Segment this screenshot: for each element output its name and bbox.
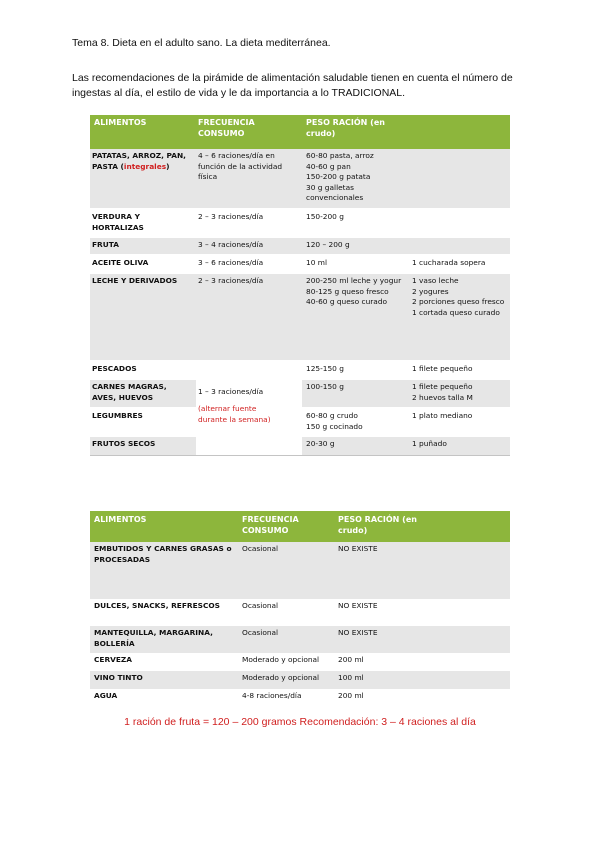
merged-frequency-cell — [196, 380, 302, 455]
food-name: DULCES, SNACKS, REFRESCOS — [94, 601, 220, 610]
food-name: MANTEQUILLA, MARGARINA, BOLLERÍA — [94, 628, 213, 648]
food-name: PATATAS, ARROZ, PAN, PASTA (integrales) — [92, 151, 186, 171]
fruit-portion-footnote: 1 ración de fruta = 120 – 200 gramos Recomendación: 3 – 4 raciones al día — [124, 716, 476, 728]
food-name: PESCADOS — [92, 364, 137, 373]
frequency: Moderado y opcional — [242, 673, 320, 682]
portion-weight: 150-200 g — [306, 212, 344, 221]
header-frequency: FRECUENCIA CONSUMO — [242, 515, 299, 535]
table-row — [90, 256, 510, 272]
frequency: 3 – 6 raciones/día — [198, 258, 264, 267]
header-frequency: FRECUENCIA CONSUMO — [198, 118, 255, 138]
portion-weight: 100-150 g — [306, 382, 344, 391]
document-heading: Tema 8. Dieta en el adulto sano. La dieta mediterránea. — [72, 37, 331, 49]
food-name: FRUTOS SECOS — [92, 439, 156, 448]
portions-table — [90, 115, 510, 455]
table-row — [90, 274, 510, 360]
frequency: 2 – 3 raciones/día — [198, 276, 264, 285]
food-name: LEGUMBRES — [92, 411, 143, 420]
intro-paragraph: Las recomendaciones de la pirámide de alimentación saludable tienen en cuenta el número de ingestas al día, el estilo de vida y le da importancia a lo TRADICIONAL. — [72, 72, 513, 99]
food-name: AGUA — [94, 691, 118, 700]
portion-note: 1 cucharada sopera — [412, 258, 486, 267]
header-foods: ALIMENTOS — [94, 515, 147, 524]
frequency: 4 – 6 raciones/día en función de la actividad física — [198, 151, 283, 181]
food-name: ACEITE OLIVA — [92, 258, 149, 267]
portion-weight: NO EXISTE — [338, 628, 378, 637]
portion-note: 1 filete pequeño — [412, 364, 473, 373]
portion-note: 1 filete pequeño 2 huevos talla M — [412, 382, 473, 402]
portion-weight: 100 ml — [338, 673, 364, 682]
portion-note: 1 vaso leche 2 yogures 2 porciones queso fresco 1 cortada queso curado — [412, 276, 505, 317]
table-bottom-border — [90, 455, 510, 456]
header-weight: PESO RACIÓN (en crudo) — [306, 118, 385, 138]
frequency: Moderado y opcional — [242, 655, 320, 664]
header-weight: PESO RACIÓN (en crudo) — [338, 515, 417, 535]
integrales-note: integrales — [123, 161, 167, 171]
food-name: EMBUTIDOS Y CARNES GRASAS o PROCESADAS — [94, 544, 232, 564]
occasional-foods-table — [90, 511, 510, 707]
table-header — [90, 511, 510, 542]
portion-note: 1 plato mediano — [412, 411, 473, 420]
food-name: CERVEZA — [94, 655, 133, 664]
table-row — [90, 599, 510, 626]
portion-weight: 200 ml — [338, 691, 364, 700]
portion-weight: 60-80 pasta, arroz 40-60 g pan 150-200 g patata 30 g galletas convencionales — [306, 151, 374, 202]
portion-weight: NO EXISTE — [338, 601, 378, 610]
alternate-source-note: (alternar fuente durante la semana) — [198, 404, 271, 424]
table-row — [90, 689, 510, 707]
merged-frequency: 1 – 3 raciones/día — [198, 387, 264, 396]
portion-weight: NO EXISTE — [338, 544, 378, 553]
table-row — [90, 653, 510, 671]
table-row — [90, 210, 510, 236]
frequency: Ocasional — [242, 544, 279, 553]
food-name: VINO TINTO — [94, 673, 143, 682]
table-row — [90, 362, 510, 378]
frequency: Ocasional — [242, 628, 279, 637]
table-row — [90, 238, 510, 254]
frequency: Ocasional — [242, 601, 279, 610]
frequency: 3 – 4 raciones/día — [198, 240, 264, 249]
table-row — [90, 626, 510, 653]
portion-weight: 10 ml — [306, 258, 328, 267]
food-name: FRUTA — [92, 240, 119, 249]
table-header — [90, 115, 510, 149]
portion-weight: 125-150 g — [306, 364, 344, 373]
header-foods: ALIMENTOS — [94, 118, 147, 127]
food-name: CARNES MAGRAS, AVES, HUEVOS — [92, 382, 167, 402]
portion-weight: 200-250 ml leche y yogur 80-125 g queso fresco 40-60 g queso curado — [306, 276, 402, 306]
portion-weight: 20-30 g — [306, 439, 335, 448]
food-name: VERDURA Y HORTALIZAS — [92, 212, 144, 232]
table-row — [90, 149, 510, 208]
portion-note: 1 puñado — [412, 439, 447, 448]
frequency: 2 – 3 raciones/día — [198, 212, 264, 221]
food-name: LECHE Y DERIVADOS — [92, 276, 178, 285]
portion-weight: 200 ml — [338, 655, 364, 664]
frequency: 4-8 raciones/día — [242, 691, 302, 700]
table-row — [90, 671, 510, 689]
portion-weight: 120 – 200 g — [306, 240, 350, 249]
table-row — [90, 542, 510, 599]
portion-weight: 60-80 g crudo 150 g cocinado — [306, 411, 363, 431]
